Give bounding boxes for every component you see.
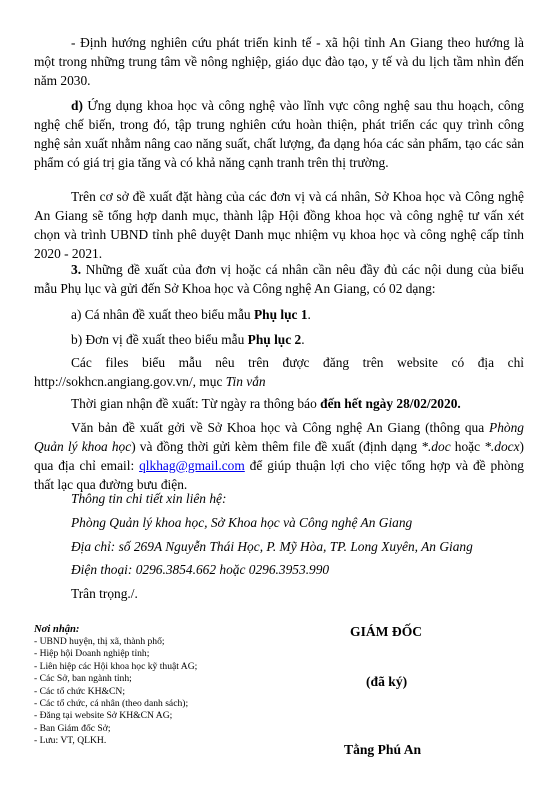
paragraph-form-b: b) Đơn vị đề xuất theo biểu mẫu Phụ lục 2.: [71, 332, 305, 347]
contact-phone: Điện thoại: 0296.3854.662 hoặc 0296.3953.990: [71, 562, 330, 577]
contact-office: Phòng Quản lý khoa học, Sở Khoa học và Công nghệ An Giang: [71, 515, 413, 530]
recipient-item: - Ban Giám đốc Sở;: [34, 722, 111, 734]
signer-name: Tằng Phú An: [344, 742, 422, 757]
paragraph-website: [34, 353, 524, 391]
recipient-item: - Lưu: VT, QLKH.: [34, 735, 107, 747]
paragraph-3-text: Những đề xuất của đơn vị hoặc cá nhân cần nêu đầy đủ các nội dung của biểu mẫu Phụ lục và gửi đến Sở Khoa học và Công nghệ An Giang, có 02 dạng:: [34, 262, 524, 296]
paragraph-deadline: Thời gian nhận đề xuất: Từ ngày ra thông báo đến hết ngày 28/02/2020.: [71, 396, 461, 411]
news-section-label: Tin vắn: [225, 374, 266, 389]
paragraph-d: [34, 96, 524, 172]
deadline-label: đến hết ngày 28/02/2020.: [320, 396, 461, 411]
appendix-2-label: Phụ lục 2: [247, 332, 302, 347]
appendix-1-label: Phụ lục 1: [253, 307, 308, 322]
closing-text: Trân trọng./.: [71, 586, 138, 601]
recipient-item: - Đăng tại website Sở KH&CN AG;: [34, 710, 173, 722]
website-text: Các files biểu mẫu nêu trên được đăng trên website có địa chỉ http://sokhcn.angiang.gov.vn/, mục: [34, 355, 524, 389]
contact-address: Địa chỉ: số 269A Nguyễn Thái Học, P. Mỹ Hòa, TP. Long Xuyên, An Giang: [71, 539, 473, 554]
signature-status: (đã ký): [366, 674, 408, 689]
recipient-item: - Các Sở, ban ngành tỉnh;: [34, 673, 132, 685]
recipient-item: - Hiệp hội Doanh nghiệp tỉnh;: [34, 648, 150, 660]
recipients-title: Nơi nhận:: [34, 624, 80, 635]
paragraph-summary-text: Trên cơ sở đề xuất đặt hàng của các đơn vị và cá nhân, Sở Khoa học và Công nghệ An Giang sẽ tổng hợp danh mục, thành lập Hội đồng khoa học và công nghệ tư vấn xét chọn và trình UBND tỉnh phê duyệt Danh mục nhiệm vụ khoa học và công nghệ cấp tỉnh 2020 - 2021.: [34, 189, 524, 261]
recipient-item: - UBND huyện, thị xã, thành phố;: [34, 636, 165, 647]
paragraph-3: [34, 260, 524, 298]
recipient-item: - Liên hiệp các Hội khoa học kỹ thuật AG;: [34, 660, 198, 672]
paragraph-form-a: a) Cá nhân đề xuất theo biểu mẫu Phụ lục 1.: [71, 307, 311, 322]
item-label-d: d): [71, 98, 83, 113]
paragraph-submission: Văn bản đề xuất gởi về Sở Khoa học và Công nghệ An Giang (thông qua Phòng Quản lý khoa học) và đồng thời gửi kèm thêm file đề xuất (định dạng *.doc hoặc *.docx) qua địa chỉ email: qlkhag@gmail.com để giúp thuận lợi cho việc tổng hợp và đề phòng thất lạc qua đường bưu điện.: [34, 420, 525, 492]
paragraph-summary: [34, 187, 524, 263]
signature-position: GIÁM ĐỐC: [350, 624, 423, 639]
paragraph-orientation-text: - Định hướng nghiên cứu phát triển kinh tế - xã hội tỉnh An Giang theo hướng là một trong những trung tâm về nông nghiệp, giáo dục đào tạo, y tế và du lịch tầm nhìn đến năm 2030.: [34, 35, 524, 88]
recipient-item: - Các tổ chức, cá nhân (theo danh sách);: [34, 698, 189, 710]
recipients-list: [34, 623, 324, 748]
paragraph-d-text: Ứng dụng khoa học và công nghệ vào lĩnh vực công nghệ sau thu hoạch, công nghệ chế biến, trong đó, tập trung nghiên cứu hoàn thiện, phát triển các quy trình công nghệ sản xuất nhằm nâng cao năng suất, chất lượng, đa dạng hóa các sản phẩm, tạo các sản phẩm có giá trị gia tăng và có khả năng cạnh tranh trên thị trường.: [34, 98, 524, 170]
contact-heading: Thông tin chi tiết xin liên hệ:: [71, 491, 227, 506]
item-label-3: 3.: [71, 262, 82, 277]
recipient-item: - Các tổ chức KH&CN;: [34, 685, 125, 697]
paragraph-orientation: [34, 33, 524, 90]
email-link[interactable]: qlkhag@gmail.com: [139, 458, 245, 473]
